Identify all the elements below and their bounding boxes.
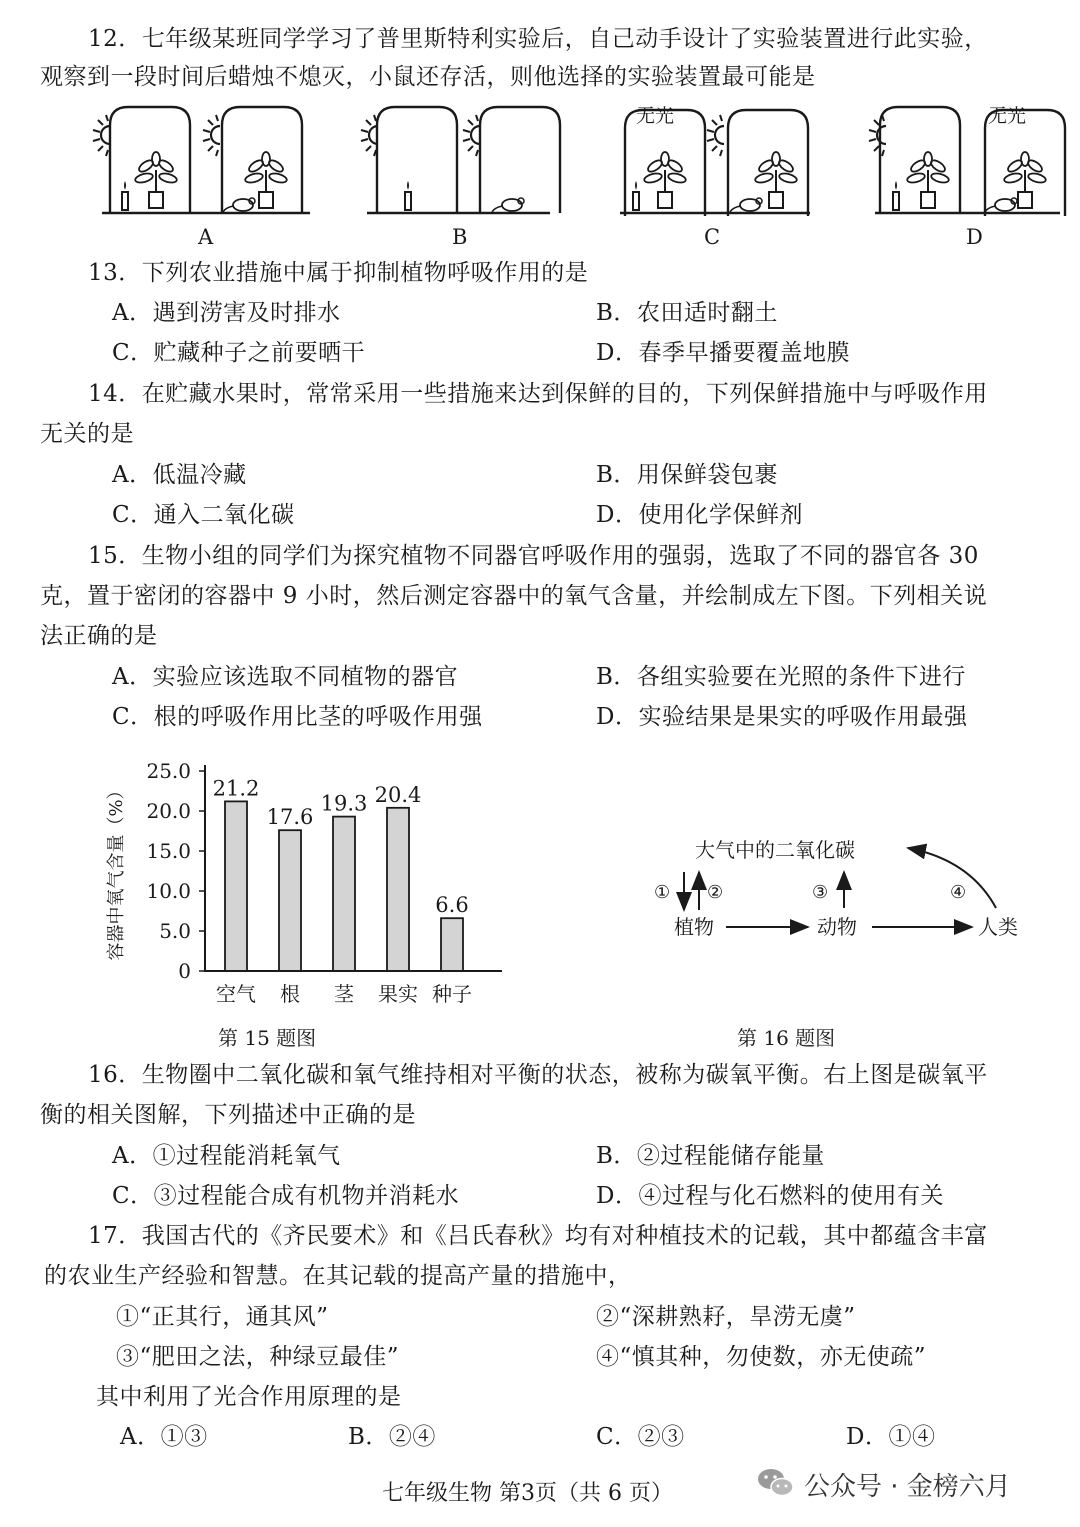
q17-option-a: A．①③ (120, 1424, 208, 1450)
q16-line1: 16．生物圈中二氧化碳和氧气维持相对平衡的状态，被称为碳氧平衡。右上图是碳氧平 (88, 1062, 988, 1088)
q13-option-c: C．贮藏种子之前要晒干 (112, 340, 366, 366)
q12-c-no-light: 无光 (636, 105, 675, 127)
q16-option-c: C．③过程能合成有机物并消耗水 (112, 1183, 460, 1209)
q15-option-b: B．各组实验要在光照的条件下进行 (596, 664, 966, 690)
chart-bar (279, 830, 301, 971)
q14-option-b: B．用保鲜袋包裹 (596, 462, 778, 488)
watermark: 公众号 · 金榜六月 (804, 1472, 1011, 1502)
q15-option-d: D．实验结果是果实的呼吸作用最强 (596, 704, 968, 730)
q12-d-no-light: 无光 (988, 105, 1027, 127)
chart-data-label: 20.4 (374, 782, 422, 807)
q17-option-d: D．①④ (846, 1424, 936, 1450)
q15-option-c: C．根的呼吸作用比茎的呼吸作用强 (112, 704, 483, 730)
chart-y-tick-label: 0 (178, 959, 191, 983)
q17-line2: 的农业生产经验和智慧。在其记载的提高产量的措施中， (44, 1263, 632, 1289)
q17-item-1: ①“正其行，通其风” (116, 1304, 329, 1330)
q12-line1: 12．七年级某班同学学习了普里斯特利实验后，自己动手设计了实验装置进行此实验， (88, 26, 988, 52)
q15-option-a: A．实验应该选取不同植物的器官 (112, 664, 459, 690)
q15-line3: 法正确的是 (40, 623, 158, 649)
process-2-label: ② (707, 882, 724, 903)
q17-line1: 17．我国古代的《齐民要术》和《吕氏春秋》均有对种植技术的记载，其中都蕴含丰富 (88, 1223, 988, 1249)
q12-label-c: C (704, 225, 721, 249)
chart-bar (387, 808, 409, 971)
chart-bar (441, 918, 463, 971)
process-4-label: ④ (950, 882, 967, 903)
q16-option-d: D．④过程与化石燃料的使用有关 (596, 1183, 944, 1209)
chart-x-tick-label: 果实 (378, 982, 418, 1006)
q17-item-3: ③“肥田之法，种绿豆最佳” (116, 1344, 400, 1370)
q12-label-a: A (198, 225, 214, 249)
q14-line1: 14．在贮藏水果时，常常采用一些措施来达到保鲜的目的，下列保鲜措施中与呼吸作用 (88, 381, 988, 407)
q16-line2: 衡的相关图解，下列描述中正确的是 (40, 1102, 416, 1128)
q14-line2: 无关的是 (40, 421, 134, 447)
q16-option-a: A．①过程能消耗氧气 (112, 1143, 341, 1169)
q12-label-b: B (452, 225, 468, 249)
q12-apparatus-figure (80, 100, 1070, 260)
q13-option-d: D．春季早播要覆盖地膜 (596, 340, 850, 366)
process-3-label: ③ (812, 882, 829, 903)
q15-bar-chart (90, 745, 510, 1020)
animal-label: 动物 (817, 915, 857, 939)
chart-data-label: 21.2 (212, 776, 260, 801)
chart-y-tick-label: 10.0 (146, 879, 191, 903)
q13-option-b: B．农田适时翻土 (596, 300, 778, 326)
chart-y-axis-label: 容器中氧气含量（%） (106, 781, 127, 961)
chart-data-label: 17.6 (266, 805, 314, 830)
q17-option-c: C．②③ (596, 1424, 685, 1450)
q16-figure-caption: 第 16 题图 (737, 1026, 836, 1050)
q14-option-c: C．通入二氧化碳 (112, 502, 295, 528)
q13-option-a: A．遇到涝害及时排水 (112, 300, 341, 326)
chart-x-tick-label: 空气 (216, 982, 256, 1006)
plant-label: 植物 (674, 915, 714, 939)
q15-figure-caption: 第 15 题图 (218, 1026, 317, 1050)
process-1-label: ① (654, 882, 671, 903)
chart-y-tick-label: 5.0 (159, 919, 191, 943)
human-label: 人类 (978, 915, 1018, 939)
chart-x-tick-label: 种子 (432, 982, 472, 1006)
q14-option-d: D．使用化学保鲜剂 (596, 502, 803, 528)
q12-line2: 观察到一段时间后蜡烛不熄灭，小鼠还存活，则他选择的实验装置最可能是 (40, 64, 816, 90)
page-footer: 七年级生物 第3页（共 6 页） (382, 1481, 673, 1506)
chart-y-tick-label: 20.0 (146, 799, 191, 823)
chart-x-tick-label: 茎 (334, 982, 354, 1006)
wechat-icon (756, 1466, 796, 1500)
chart-y-tick-label: 25.0 (146, 759, 191, 783)
chart-data-label: 19.3 (320, 791, 368, 816)
q17-item-4: ④“慎其种，勿使数，亦无使疏” (596, 1344, 927, 1370)
q16-option-b: B．②过程能储存能量 (596, 1143, 825, 1169)
q13-stem: 13．下列农业措施中属于抑制植物呼吸作用的是 (88, 260, 589, 286)
q12-label-d: D (966, 225, 983, 249)
chart-x-tick-label: 根 (280, 982, 300, 1006)
q17-item-2: ②“深耕熟耔，旱涝无虞” (596, 1304, 856, 1330)
chart-bar (333, 817, 355, 971)
atmosphere-co2-label: 大气中的二氧化碳 (695, 838, 855, 862)
q14-option-a: A．低温冷藏 (112, 462, 247, 488)
chart-data-label: 6.6 (435, 893, 469, 918)
q15-line2: 克，置于密闭的容器中 9 小时，然后测定容器中的氧气含量，并绘制成左下图。下列相关说 (40, 583, 988, 609)
q16-carbon-oxygen-diagram (640, 820, 1060, 955)
chart-y-tick-label: 15.0 (146, 839, 191, 863)
q17-ask: 其中利用了光合作用原理的是 (96, 1384, 402, 1410)
q17-option-b: B．②④ (348, 1424, 436, 1450)
chart-bar (225, 801, 247, 971)
q15-line1: 15．生物小组的同学们为探究植物不同器官呼吸作用的强弱，选取了不同的器官各 30 (88, 543, 979, 569)
